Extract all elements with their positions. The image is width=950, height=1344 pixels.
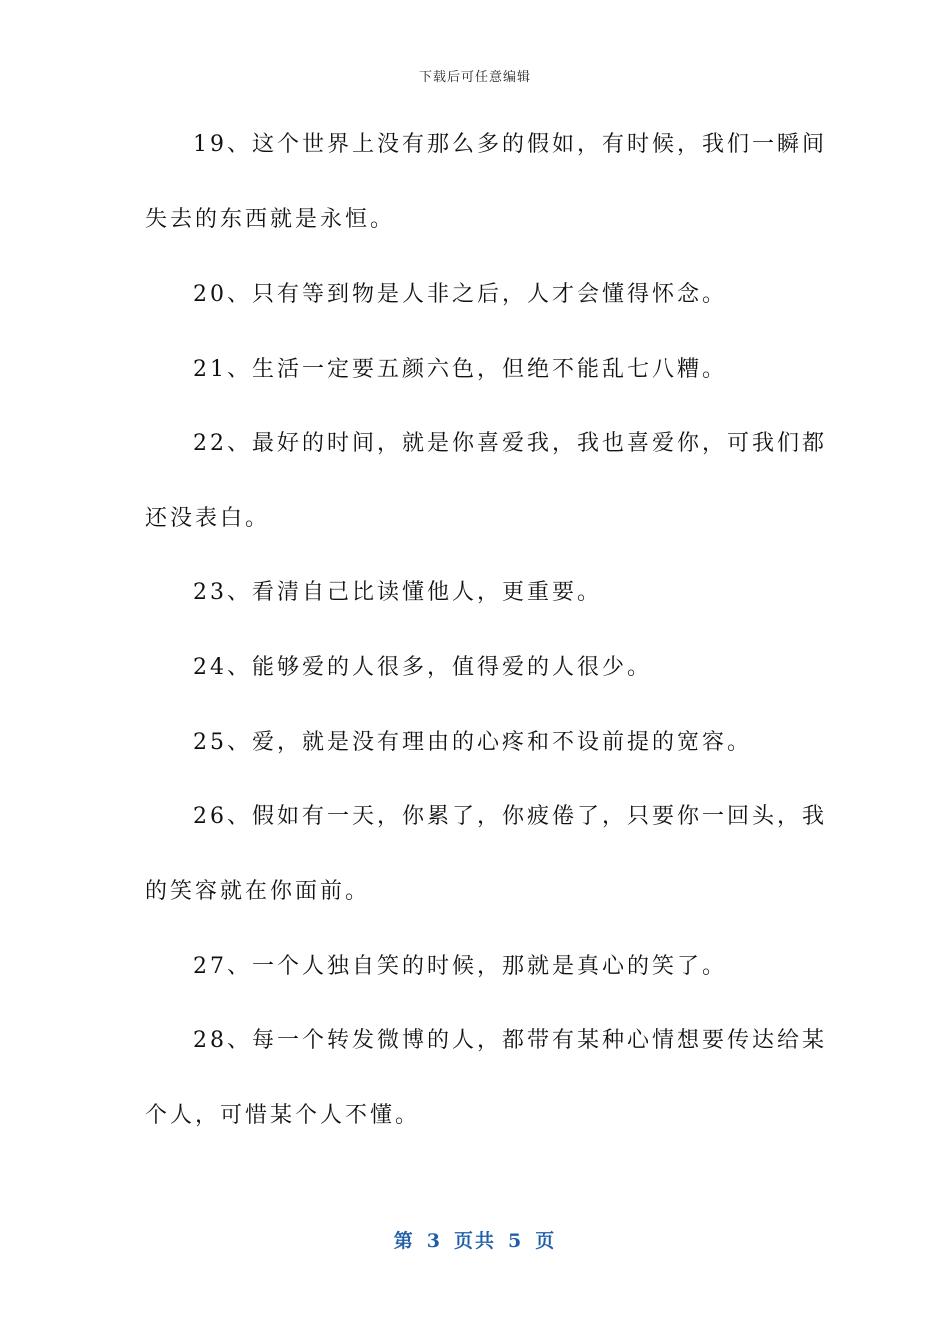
paragraph-line: 的笑容就在你面前。 (145, 879, 371, 904)
paragraph-line: 19、这个世界上没有那么多的假如，有时候，我们一瞬间 (193, 132, 827, 157)
page-footer (0, 1226, 950, 1253)
paragraph-line: 21、生活一定要五颜六色，但绝不能乱七八糟。 (193, 357, 727, 382)
paragraph-line: 24、能够爱的人很多，值得爱的人很少。 (193, 655, 652, 680)
footer-middle: 页共 (453, 1230, 496, 1252)
paragraph-line: 28、每一个转发微博的人，都带有某种心情想要传达给某 (193, 1028, 827, 1053)
paragraph-line: 个人，可惜某个人不懂。 (145, 1103, 421, 1128)
footer-page-number: 3 (426, 1230, 442, 1252)
paragraph-line: 22、最好的时间，就是你喜爱我，我也喜爱你，可我们都 (193, 431, 827, 456)
paragraph-line: 20、只有等到物是人非之后，人才会懂得怀念。 (193, 282, 727, 307)
paragraph-line: 23、看清自己比读懂他人，更重要。 (193, 580, 602, 605)
paragraph-line: 失去的东西就是永恒。 (145, 207, 396, 232)
footer-prefix: 第 (393, 1230, 415, 1252)
paragraph-line: 25、爱，就是没有理由的心疼和不设前提的宽容。 (193, 730, 752, 755)
paragraph-line: 26、假如有一天，你累了，你疲倦了，只要你一回头，我 (193, 804, 827, 829)
footer-suffix: 页 (535, 1230, 557, 1252)
paragraph-line: 还没表白。 (145, 506, 271, 531)
paragraph-line: 27、一个人独自笑的时候，那就是真心的笑了。 (193, 954, 727, 979)
footer-total-pages: 5 (508, 1230, 524, 1252)
page-header: 下载后可任意编辑 (418, 70, 531, 85)
